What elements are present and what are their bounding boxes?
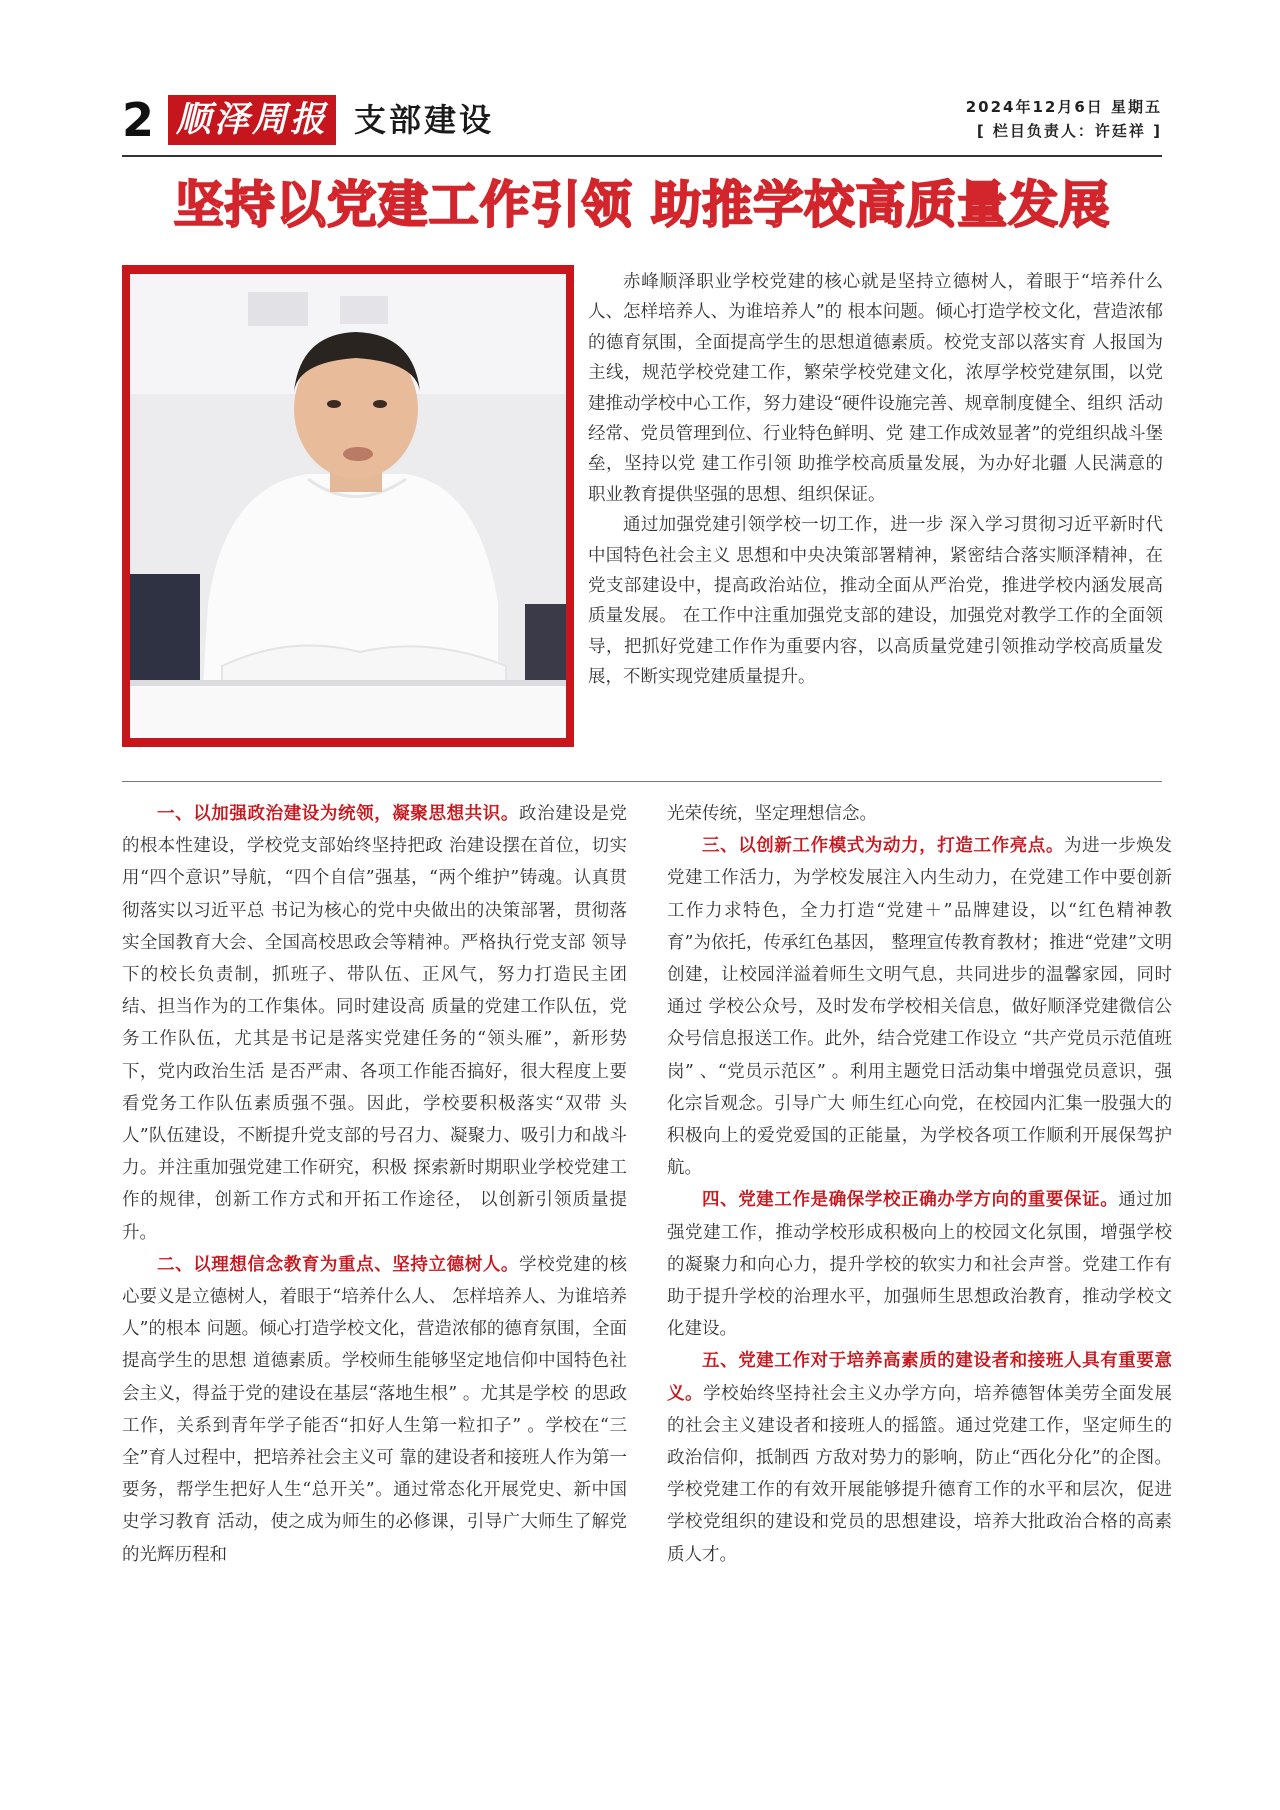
masthead	[122, 92, 1162, 162]
section-5-heading: 五、党建工作对于培养高素质的建设者和接班人具有重要意义。	[667, 1351, 1172, 1404]
section-1-text: 政治建设是党的根本性建设，学校党支部始终坚持把政 治建设摆在首位，切实用“四个意识”导航，“四个自信”强基，“两个维护”铸魂。认真贯彻落实以习近平总 书记为核心的党中央做出的决策部署，贯彻落实全国教育大会、全国高校思政会等精神。严格执行党支部 领导下的校长负责制，抓班子、带队伍、正风气，努力打造民主团结、担当作为的工作集体。同时建设高 质量的党建工作队伍，党务工作队伍，尤其是书记是落实党建任务的“领头雁”，新形势下，党内政治生活 是否严肃、各项工作能否搞好，很大程度上要看党务工作队伍素质强不强。因此，学校要积极落实“双带 头人”队伍建设，不断提升党支部的号召力、凝聚力、吸引力和战斗力。并注重加强党建工作研究，积极 探索新时期职业学校党建工作的规律，创新工作方式和开拓工作途径， 以创新引领质量提升。	[122, 804, 627, 1243]
page-number: 2	[122, 93, 155, 147]
right-column	[667, 798, 1172, 1571]
section-5-text: 学校始终坚持社会主义办学方向，培养德智体美劳全面发展的社会主义建设者和接班人的摇篮。通过党建工作，坚定师生的政治信仰，抵制西 方敌对势力的影响，防止“西化分化”的企图。学校党建工作的有效开展能够提升德育工作的水平和层次，促进学校党组织的建设和党员的思想建设，培养大批政治合格的高素质人才。	[667, 1383, 1173, 1565]
portrait-photo	[130, 274, 566, 738]
newspaper-logo: 顺泽周报	[168, 95, 336, 145]
headline: 坚持以党建工作引领 助推学校高质量发展	[173, 176, 1111, 234]
column-editor: [ 栏目负责人：许廷祥 ]	[976, 122, 1162, 140]
section-divider	[122, 781, 1162, 782]
section-5	[667, 1345, 1172, 1570]
photo-frame	[122, 265, 574, 747]
section-1	[122, 798, 627, 1249]
portrait-illustration	[130, 274, 566, 738]
section-2-continued: 光荣传统，坚定理想信念。	[667, 804, 877, 824]
section-4-heading: 四、党建工作是确保学校正确办学方向的重要保证。	[702, 1190, 1119, 1211]
section-2-text: 学校党建的核心要义是立德树人，着眼于“培养什么人、 怎样培养人、为谁培养人”的根本 问题。倾心打造学校文化，营造浓郁的德育氛围，全面提高学生的思想 道德素质。学校师生能够坚定地信仰中国特色社会主义，得益于党的建设在基层“落地生根” 。尤其是学校 的思政工作，关系到青年学子能否“扣好人生第一粒扣子” 。学校在“三全”育人过程中，把培养社会主义可 靠的建设者和接班人作为第一要务，帮学生把好人生“总开关”。通过常态化开展党史、新中国史学习教育 活动，使之成为师生的必修课，引导广大师生了解党的光辉历程和	[122, 1254, 627, 1565]
issue-date: 2024年12月6日 星期五	[965, 98, 1162, 116]
intro-paragraph: 通过加强党建引领学校一切工作，进一步 深入学习贯彻习近平新时代中国特色社会主义 思想和中央决策部署精神，紧密结合落实顺泽精神，在党支部建设中，提高政治站位，推动全面从严治党，推进学校内涵发展高质量发展。 在工作中注重加强党支部的建设，加强党对教学工作的全面领导，把抓好党建工作作为重要内容，以高质量党建引领推动学校高质量发展，不断实现党建质量提升。	[588, 515, 1163, 688]
section-4-text: 通过加强党建工作，推动学校形成积极向上的校园文化氛围，增强学校的凝聚力和向心力，提升学校的软实力和社会声誉。党建工作有助于提升学校的治理水平，加强师生思想政治教育，推动学校文化建设。	[667, 1190, 1173, 1340]
left-column	[122, 798, 627, 1571]
intro-paragraph: 赤峰顺泽职业学校党建的核心就是坚持立德树人，着眼于“培养什么人、怎样培养人、为谁培养人”的 根本问题。倾心打造学校文化，营造浓郁的德育氛围，全面提高学生的思想道德素质。校党支部以落实育 人报国为主线，规范学校党建工作，繁荣学校党建文化，浓厚学校党建氛围，以党建推动学校中心工作，努力建设“硬件设施完善、规章制度健全、组织 活动经常、党员管理到位、行业特色鲜明、党 建工作成效显著”的党组织战斗堡垒，坚持以党 建工作引领 助推学校高质量发展，为办好北疆 人民满意的职业教育提供坚强的思想、组织保证。	[588, 272, 1163, 505]
section-2	[122, 1249, 627, 1571]
top-rule	[122, 155, 1162, 157]
section-title: 支部建设	[354, 101, 495, 139]
section-3-heading: 三、以创新工作模式为动力，打造工作亮点。	[702, 836, 1064, 857]
section-4	[667, 1184, 1172, 1345]
section-2-heading: 二、以理想信念教育为重点、坚持立德树人。	[157, 1254, 519, 1275]
intro-text	[588, 267, 1163, 693]
section-1-heading: 一、以加强政治建设为统领，凝聚思想共识。	[157, 804, 519, 824]
section-3	[667, 830, 1172, 1184]
section-3-text: 为进一步焕发党建工作活力，为学校发展注入内生动力，在党建工作中要创新工作力求特色，全力打造“党建＋”品牌建设，以“红色精神教育”为依托，传承红色基因， 整理宣传教育教材；推进“党建”文明创建，让校园洋溢着师生文明气息，共同进步的温馨家园，同时通过 学校公众号，及时发布学校相关信息，做好顺泽党建微信公众号信息报送工作。此外，结合党建工作设立 “共产党员示范值班岗” 、“党员示范区” 。利用主题党日活动集中增强党员意识，强化宗旨观念。引导广大 师生红心向党，在校园内汇集一股强大的积极向上的爱党爱国的正能量，为学校各项工作顺利开展保驾护航。	[667, 836, 1172, 1179]
